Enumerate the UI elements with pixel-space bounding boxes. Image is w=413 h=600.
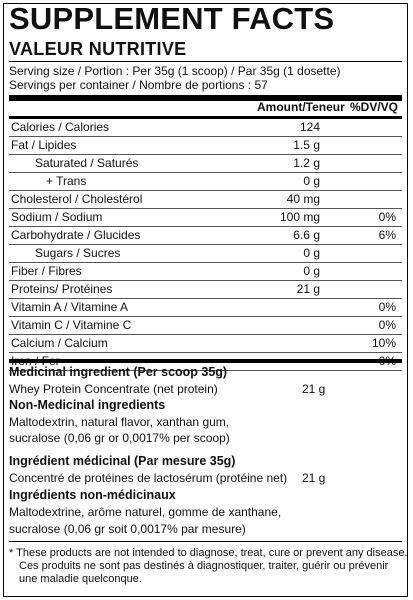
supplement-facts-panel — [3, 3, 408, 597]
nutrient-name: Fat / Lipides — [11, 138, 77, 152]
nutrient-name: Carbohydrate / Glucides — [11, 228, 141, 242]
table-bottom-divider — [9, 359, 402, 363]
title-divider — [9, 61, 402, 62]
non-medicinal-line2-en: sucralose (0,06 gr or 0,0017% per scoop) — [9, 431, 230, 445]
medicinal-heading-fr: Ingrédient médicinal (Par mesure 35g) — [9, 454, 236, 468]
nutrient-row — [9, 155, 402, 173]
medicinal-heading-en: Medicinal ingredient (Per scoop 35g) — [9, 365, 228, 379]
medicinal-amount-en: 21 g — [302, 382, 326, 396]
footnote-line3: une maladie quelconque. — [19, 573, 142, 585]
nutrient-name: Sugars / Sucres — [35, 246, 121, 260]
nutrient-name: Vitamin C / Vitamine C — [11, 318, 132, 332]
medicinal-item-fr: Concentré de protéines de lactosérum (protéine net) — [9, 471, 288, 485]
nutrient-name: Calories / Calories — [11, 120, 110, 134]
nutrient-row — [9, 209, 402, 227]
nutrient-daily-value: 0% — [378, 210, 396, 224]
nutrient-daily-value: 6% — [378, 228, 396, 242]
nutrient-row — [9, 317, 402, 335]
nutrient-name: Fiber / Fibres — [11, 264, 82, 278]
nutrient-row — [9, 173, 402, 191]
nutrient-name: Cholesterol / Cholestérol — [11, 192, 143, 206]
nutrient-daily-value: 10% — [371, 336, 396, 350]
non-medicinal-line1-fr: Maltodextrine, arôme naturel, gomme de xanthane, — [9, 505, 282, 519]
nutrient-daily-value: 0% — [378, 318, 396, 332]
dv-column-header: %DV/VQ — [350, 100, 399, 114]
panel-title: SUPPLEMENT FACTS — [9, 1, 335, 36]
nutrient-name: Proteins/ Protéines — [11, 282, 113, 296]
nutrient-amount: 1.5 g — [293, 138, 320, 152]
panel-subtitle: VALEUR NUTRITIVE — [9, 39, 187, 59]
footnote-line2: Ces produits ne sont pas destinés à diagnostiquer, traiter, guérir ou prévenir — [19, 560, 389, 572]
non-medicinal-line1-en: Maltodextrin, natural flavor, xanthan gum, — [9, 415, 230, 429]
nutrient-row — [9, 191, 402, 209]
non-medicinal-heading-en: Non-Medicinal ingredients — [9, 398, 166, 412]
nutrient-name: Sodium / Sodium — [11, 210, 103, 224]
serving-size: Serving size / Portion : Per 35g (1 scoop) / Par 35g (1 dosette) — [9, 64, 341, 78]
footnote-line1: * These products are not intended to diagnose, treat, cure or prevent any disease. — [9, 547, 408, 559]
nutrient-row — [9, 227, 402, 245]
nutrient-row — [9, 263, 402, 281]
nutrient-amount: 100 mg — [279, 210, 320, 224]
servings-per-container: Servings per container / Nombre de portions : 57 — [9, 78, 268, 92]
nutrient-row — [9, 119, 402, 137]
nutrient-amount: 0 g — [303, 174, 320, 188]
medicinal-amount-fr: 21 g — [302, 471, 326, 485]
nutrient-row — [9, 245, 402, 263]
nutrient-amount: 6.6 g — [293, 228, 320, 242]
nutrient-row — [9, 299, 402, 317]
nutrient-amount: 124 — [299, 120, 320, 134]
amount-column-header: Amount/Teneur — [257, 100, 345, 114]
nutrient-amount: 0 g — [303, 264, 320, 278]
nutrient-row — [9, 281, 402, 299]
nutrient-amount: 21 g — [296, 282, 320, 296]
nutrient-row — [9, 335, 402, 353]
nutrient-amount: 0 g — [303, 246, 320, 260]
nutrient-row — [9, 137, 402, 155]
nutrient-daily-value: 0% — [378, 300, 396, 314]
non-medicinal-line2-fr: sucralose (0,06 gr soit 0,0017% par mesure) — [9, 522, 246, 536]
nutrient-name: Calcium / Calcium — [11, 336, 108, 350]
nutrient-name: + Trans — [46, 174, 87, 188]
non-medicinal-heading-fr: Ingrédients non-médicinaux — [9, 488, 176, 502]
footnote-divider — [9, 541, 402, 542]
medicinal-item-en: Whey Protein Concentrate (net protein) — [9, 382, 218, 396]
nutrient-name: Vitamin A / Vitamine A — [11, 300, 128, 314]
nutrient-amount: 1.2 g — [293, 156, 320, 170]
nutrient-amount: 40 mg — [286, 192, 320, 206]
nutrient-name: Saturated / Saturés — [35, 156, 139, 170]
